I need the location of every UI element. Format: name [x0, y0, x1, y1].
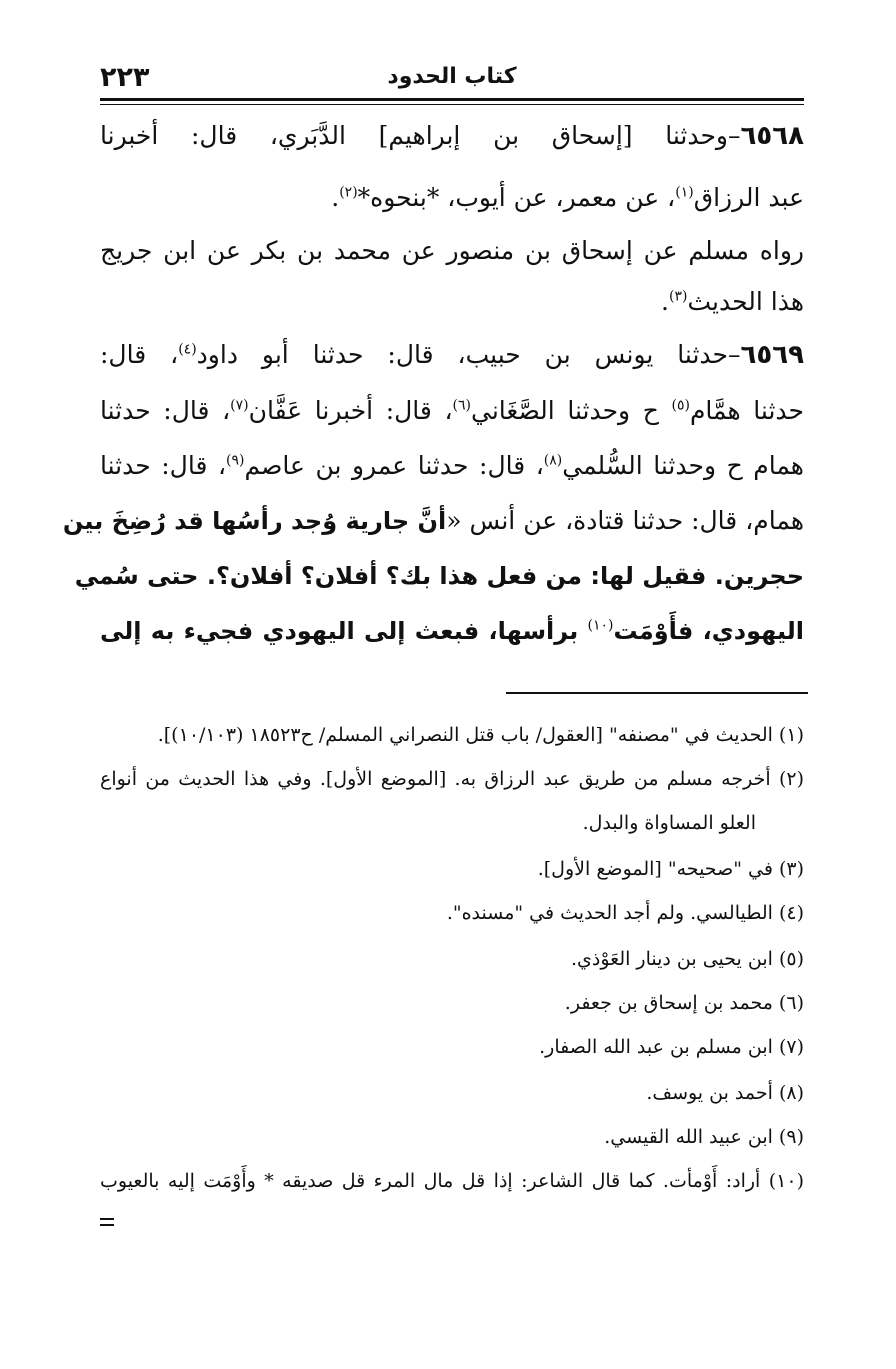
text-run: ، عن معمر، عن أيوب، *بنحوه* [357, 183, 676, 212]
footnote-2: (٢) أخرجه مسلم من طريق عبد الرزاق به. [الموضع الأول]. وفي هذا الحديث من أنواع [100, 768, 804, 790]
body-line-10 [100, 609, 804, 653]
footnote-marker: (١) [675, 184, 694, 201]
text-run: ، قال: حدثنا عمرو بن عاصم [244, 451, 544, 480]
footnote-2-cont: العلو المساواة والبدل. [582, 812, 756, 834]
footnote-7: (٧) ابن مسلم بن عبد الله الصفار. [539, 1036, 804, 1058]
footnote-marker: (٢) [339, 184, 358, 201]
body-line-9 [74, 554, 804, 598]
page-header [100, 62, 804, 101]
footnote-9: (٩) ابن عبيد الله القيسي. [604, 1126, 804, 1148]
body-line-1 [100, 114, 804, 158]
footnote-marker: (٧) [230, 397, 249, 414]
text-run: ، قال: حدثنا [100, 451, 227, 480]
text-run: . [331, 183, 340, 212]
footnote-marker: (٩) [226, 452, 245, 469]
footnote-8: (٨) أحمد بن يوسف. [646, 1082, 804, 1104]
footnote-marker: (١٠) [587, 617, 614, 634]
footnote-10: (١٠) أراد: أَوْمأت. كما قال الشاعر: إذا قل مال المرء قل صديقه * وأَوْمَت إليه بالعيوب [100, 1170, 804, 1192]
body-line-5 [100, 333, 804, 377]
body-line-3 [100, 229, 804, 273]
continuation-mark [100, 1218, 114, 1220]
body-line-8 [62, 499, 804, 543]
hadith-number: ٦٥٦٨ [740, 121, 804, 151]
body-line-7 [100, 444, 804, 488]
footnote-separator [506, 692, 808, 694]
footnote-5: (٥) ابن يحيى بن دينار العَوْذي. [570, 948, 804, 970]
footnote-marker: (٥) [671, 397, 690, 414]
text-run: ، قال: [100, 340, 179, 369]
page-number: ٢٢٣ [100, 62, 150, 93]
text-run: حدثنا همَّام [689, 396, 804, 425]
text-run: همام ح وحدثنا السُّلمي [562, 451, 804, 480]
body-line-2 [100, 176, 804, 220]
bold-text-run: برأسها، فبعث إلى اليهودي فجيء به إلى [100, 617, 588, 645]
text-run: عبد الرزاق [693, 183, 804, 212]
footnote-3: (٣) في "صحيحه" [الموضع الأول]. [537, 858, 804, 880]
text-run: رواه مسلم عن إسحاق بن منصور عن محمد بن بكر عن ابن جريج [100, 236, 804, 265]
footnote-marker: (٦) [452, 397, 472, 414]
body-line-6 [100, 389, 804, 433]
body-line-4 [100, 280, 804, 324]
footnote-6: (٦) محمد بن إسحاق بن جعفر. [564, 992, 804, 1014]
footnote-1: (١) الحديث في "مصنفه" [العقول/ باب قتل النصراني المسلم/ ح١٨٥٢٣ (١٠/١٠٣)]. [157, 724, 804, 746]
bold-text-run: حجرين. فقيل لها: من فعل هذا بك؟ أفلان؟ أفلان؟. حتى سُمي [74, 562, 804, 590]
hadith-number: ٦٥٦٩ [740, 340, 804, 370]
text-run: ح وحدثنا الصَّغَاني [471, 396, 672, 425]
bold-text-run: اليهودي، فأَوْمَت [613, 617, 804, 645]
text-run: ، قال: حدثنا [100, 396, 231, 425]
running-title: كتاب الحدود [387, 64, 517, 89]
footnote-marker: (٨) [543, 452, 563, 469]
text-run: همام، قال: حدثنا قتادة، عن أنس « [446, 506, 804, 535]
text-run: –حدثنا يونس بن حبيب، قال: حدثنا أبو داود [196, 340, 741, 369]
text-run: . [661, 287, 669, 316]
footnote-marker: (٤) [178, 341, 197, 358]
text-run: ، قال: أخبرنا عَفَّان [248, 396, 453, 425]
text-run: –وحدثنا [إسحاق بن إبراهيم] الدَّبَري، قال: أخبرنا [100, 121, 741, 150]
footnote-4: (٤) الطيالسي. ولم أجد الحديث في "مسنده". [446, 902, 804, 924]
bold-text-run: أنَّ جارية وُجد رأسُها قد رُضِخَ بين [62, 507, 447, 535]
footnote-marker: (٣) [669, 288, 688, 305]
text-run: هذا الحديث [687, 287, 804, 316]
